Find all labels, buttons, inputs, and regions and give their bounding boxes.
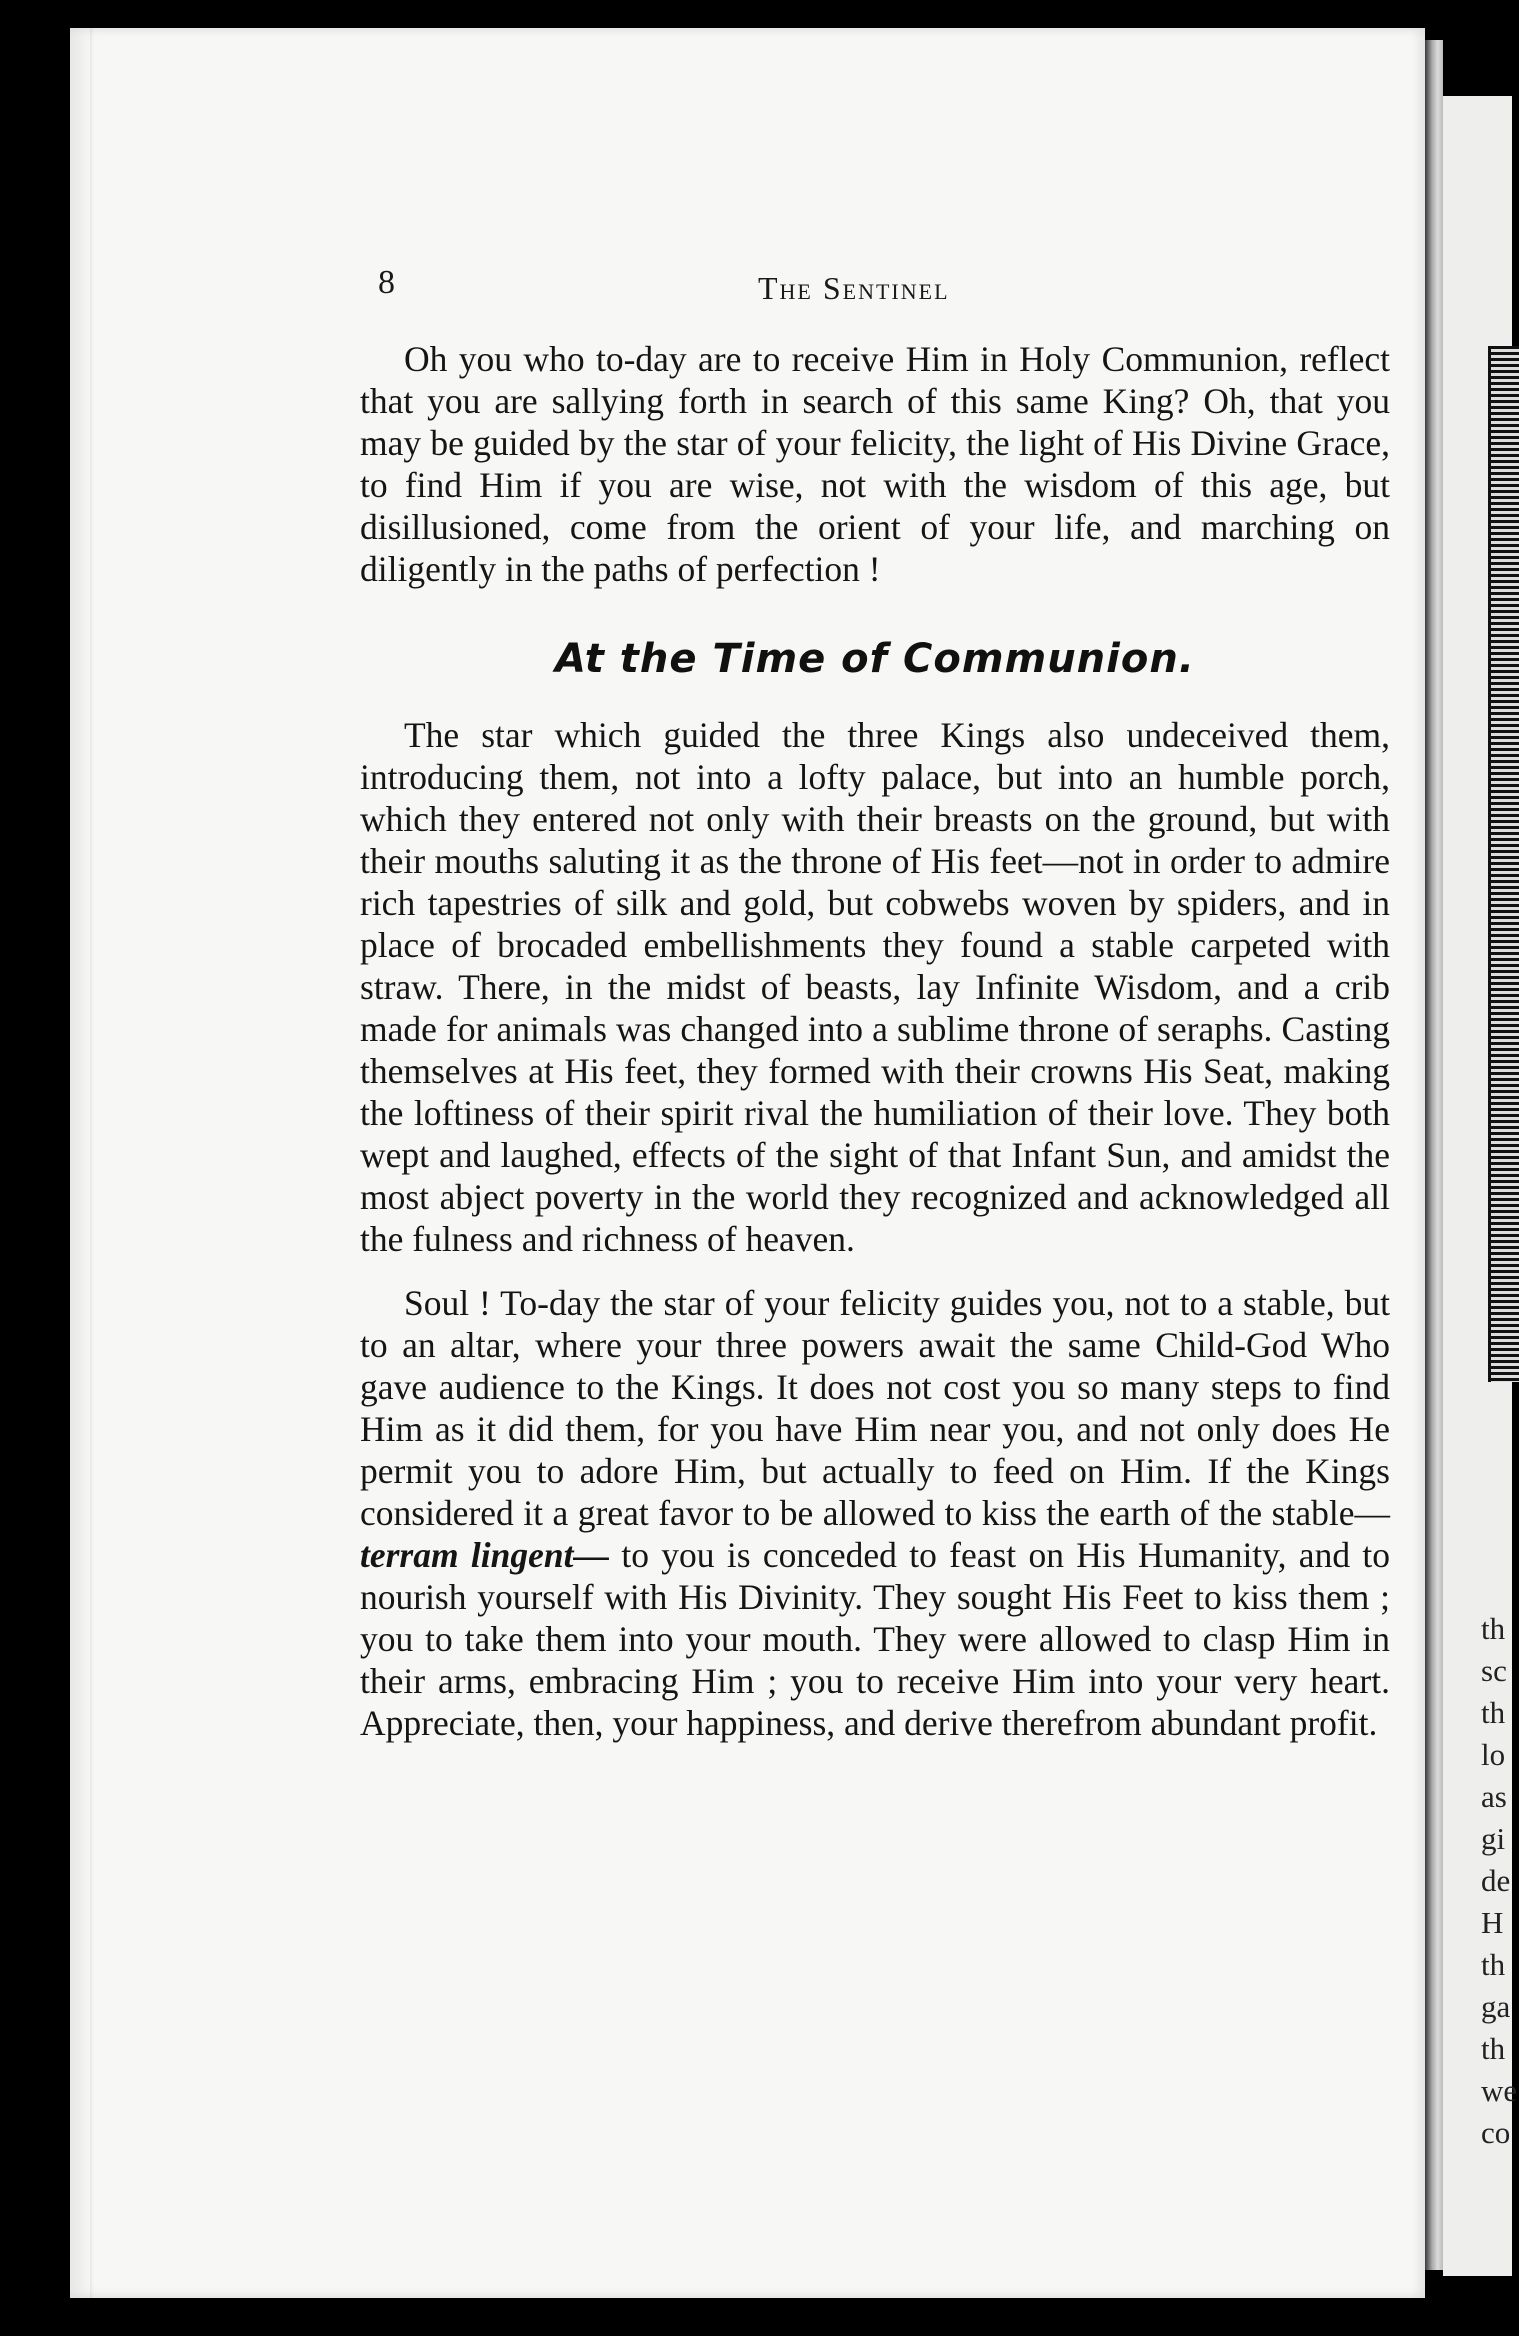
facing-line: ga — [1481, 1989, 1511, 2024]
facing-line: lo — [1481, 1737, 1506, 1772]
facing-line: co — [1481, 2115, 1511, 2150]
facing-line: th — [1481, 1947, 1506, 1982]
facing-line: we — [1481, 2073, 1518, 2108]
paragraph-kings: The star which guided the three Kings also undeceived them, introducing them, not into a lofty palace, but into an humble porch, which they entered not only with their breasts on the ground, but with their mouths saluting it as the throne of His feet—not in order to admire rich tapestries of silk and gold, but cobwebs woven by spiders, and in place of brocaded embellishments they found a stable carpeted with straw. There, in the midst of beasts, lay Infinite Wisdom, and a crib made for animals was changed into a sublime throne of seraphs. Casting themselves at His feet, they formed with their crowns His Seat, making the loftiness of their spirit rival the humiliation of their love. They both wept and laughed, effects of the sight of that Infant Sun, and amidst the most abject poverty in the world they recognized and acknowledged all the fulness and richness of heaven. — [360, 715, 1390, 1259]
paragraph-soul — [360, 1282, 1390, 1744]
facing-line: th — [1481, 1695, 1506, 1730]
facing-line: H — [1481, 1905, 1504, 1940]
section-heading: At the Time of Communion. — [554, 636, 1196, 682]
facing-line: th — [1481, 2031, 1506, 2066]
paragraph-intro: Oh you who to-day are to receive Him in Holy Communion, reflect that you are sallying forth in search of this same King? Oh, that you may be guided by the star of your felicity, the light of His Divine Grace, to find Him if you are wise, not with the wisdom of this age, but disillusioned, come from the orient of your life, and marching on diligently in the paths of perfection ! — [360, 339, 1390, 589]
page-body — [360, 338, 1390, 1744]
page-header — [378, 258, 1388, 308]
facing-line: as — [1481, 1779, 1507, 1814]
facing-line: de — [1481, 1863, 1511, 1898]
latin-phrase: terram lingent— — [360, 1535, 610, 1575]
page-gutter — [1425, 40, 1443, 2270]
facing-line: sc — [1481, 1653, 1507, 1688]
facing-line: gi — [1481, 1821, 1506, 1856]
facing-line: th — [1481, 1611, 1506, 1646]
facing-page-text — [1481, 1608, 1517, 2154]
paragraph-soul-part2: to you is conceded to feast on His Humanity, and to nourish yourself with His Divinity. They sought His Feet to kiss them ; you to take them into your mouth. They were allowed to clasp Him in their arms, embracing Him ; you to receive Him into your very heart. Appreciate, then, your happiness, and derive therefrom abundant profit. — [360, 1535, 1390, 1743]
running-head: The Sentinel — [758, 270, 950, 306]
ornamental-border — [1488, 346, 1519, 1382]
facing-page-edge — [1443, 96, 1518, 2276]
page-number: 8 — [378, 264, 395, 301]
paragraph-soul-part1: Soul ! To-day the star of your felicity guides you, not to a stable, but to an altar, where your three powers await the same Child-God Who gave audience to the Kings. It does not cost you so many steps to find Him as it did them, for you have Him near you, and not only does He permit you to adore Him, but actually to feed on Him. If the Kings considered it a great favor to be allowed to kiss the earth of the stable— — [360, 1283, 1390, 1533]
